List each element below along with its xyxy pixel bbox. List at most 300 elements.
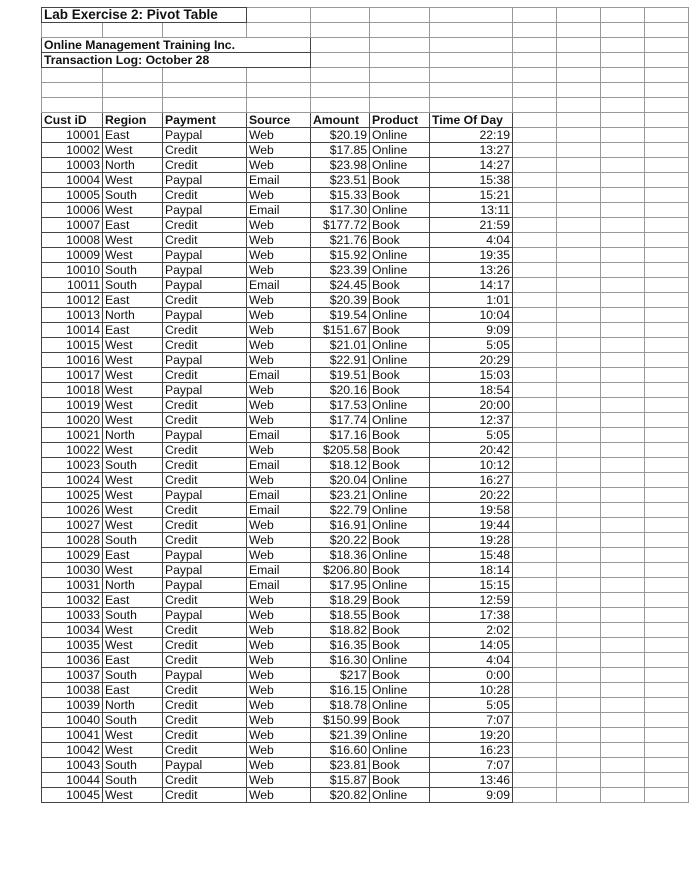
- cell-region[interactable]: North: [103, 158, 163, 173]
- cell-product[interactable]: Online: [370, 203, 430, 218]
- cell-amount[interactable]: $16.15: [311, 683, 370, 698]
- cell-payment[interactable]: Paypal: [163, 173, 247, 188]
- cell-cust-id[interactable]: 10019: [42, 398, 103, 413]
- cell-time[interactable]: 14:27: [430, 158, 513, 173]
- cell-amount[interactable]: $18.36: [311, 548, 370, 563]
- cell-source[interactable]: Web: [247, 218, 311, 233]
- cell-source[interactable]: Web: [247, 668, 311, 683]
- cell-time[interactable]: 17:38: [430, 608, 513, 623]
- cell-amount[interactable]: $23.98: [311, 158, 370, 173]
- cell-region[interactable]: South: [103, 278, 163, 293]
- cell-time[interactable]: 13:46: [430, 773, 513, 788]
- cell-product[interactable]: Online: [370, 413, 430, 428]
- cell-product[interactable]: Online: [370, 263, 430, 278]
- cell-time[interactable]: 12:37: [430, 413, 513, 428]
- cell-source[interactable]: Web: [247, 158, 311, 173]
- cell-product[interactable]: Online: [370, 488, 430, 503]
- cell-region[interactable]: North: [103, 308, 163, 323]
- cell-payment[interactable]: Credit: [163, 533, 247, 548]
- cell-product[interactable]: Book: [370, 563, 430, 578]
- cell-region[interactable]: West: [103, 503, 163, 518]
- cell-time[interactable]: 10:04: [430, 308, 513, 323]
- cell-cust-id[interactable]: 10044: [42, 773, 103, 788]
- cell-payment[interactable]: Credit: [163, 518, 247, 533]
- cell-cust-id[interactable]: 10043: [42, 758, 103, 773]
- cell-amount[interactable]: $17.85: [311, 143, 370, 158]
- cell-source[interactable]: Web: [247, 623, 311, 638]
- cell-product[interactable]: Book: [370, 368, 430, 383]
- cell-cust-id[interactable]: 10014: [42, 323, 103, 338]
- cell-amount[interactable]: $20.39: [311, 293, 370, 308]
- cell-time[interactable]: 5:05: [430, 338, 513, 353]
- cell-cust-id[interactable]: 10045: [42, 788, 103, 803]
- cell-payment[interactable]: Credit: [163, 743, 247, 758]
- cell-payment[interactable]: Credit: [163, 293, 247, 308]
- cell-time[interactable]: 0:00: [430, 668, 513, 683]
- cell-product[interactable]: Book: [370, 713, 430, 728]
- cell-product[interactable]: Book: [370, 293, 430, 308]
- cell-amount[interactable]: $21.39: [311, 728, 370, 743]
- cell-product[interactable]: Online: [370, 683, 430, 698]
- cell-amount[interactable]: $20.04: [311, 473, 370, 488]
- cell-payment[interactable]: Paypal: [163, 548, 247, 563]
- cell-cust-id[interactable]: 10013: [42, 308, 103, 323]
- cell-source[interactable]: Web: [247, 128, 311, 143]
- cell-time[interactable]: 19:20: [430, 728, 513, 743]
- cell-amount[interactable]: $18.29: [311, 593, 370, 608]
- cell-source[interactable]: Web: [247, 308, 311, 323]
- cell-region[interactable]: South: [103, 758, 163, 773]
- cell-cust-id[interactable]: 10011: [42, 278, 103, 293]
- cell-amount[interactable]: $20.16: [311, 383, 370, 398]
- header-source[interactable]: Source: [247, 113, 311, 128]
- cell-cust-id[interactable]: 10042: [42, 743, 103, 758]
- cell-payment[interactable]: Paypal: [163, 578, 247, 593]
- cell-product[interactable]: Online: [370, 308, 430, 323]
- cell-product[interactable]: Online: [370, 743, 430, 758]
- cell-time[interactable]: 14:17: [430, 278, 513, 293]
- cell-region[interactable]: West: [103, 788, 163, 803]
- cell-product[interactable]: Online: [370, 353, 430, 368]
- cell-source[interactable]: Email: [247, 173, 311, 188]
- cell-product[interactable]: Online: [370, 548, 430, 563]
- cell-source[interactable]: Web: [247, 338, 311, 353]
- cell-source[interactable]: Email: [247, 428, 311, 443]
- cell-amount[interactable]: $22.91: [311, 353, 370, 368]
- cell-amount[interactable]: $24.45: [311, 278, 370, 293]
- cell-payment[interactable]: Credit: [163, 593, 247, 608]
- cell-region[interactable]: South: [103, 668, 163, 683]
- cell-source[interactable]: Email: [247, 503, 311, 518]
- cell-time[interactable]: 4:04: [430, 233, 513, 248]
- cell-amount[interactable]: $20.19: [311, 128, 370, 143]
- cell-region[interactable]: West: [103, 233, 163, 248]
- cell-amount[interactable]: $20.82: [311, 788, 370, 803]
- cell-cust-id[interactable]: 10021: [42, 428, 103, 443]
- cell-amount[interactable]: $21.76: [311, 233, 370, 248]
- header-cust-id[interactable]: Cust iD: [42, 113, 103, 128]
- cell-cust-id[interactable]: 10018: [42, 383, 103, 398]
- cell-time[interactable]: 13:27: [430, 143, 513, 158]
- cell-region[interactable]: West: [103, 638, 163, 653]
- cell-amount[interactable]: $16.30: [311, 653, 370, 668]
- cell-amount[interactable]: $17.16: [311, 428, 370, 443]
- cell-payment[interactable]: Credit: [163, 323, 247, 338]
- cell-product[interactable]: Online: [370, 143, 430, 158]
- header-amount[interactable]: Amount: [311, 113, 370, 128]
- cell-source[interactable]: Web: [247, 398, 311, 413]
- cell-amount[interactable]: $151.67: [311, 323, 370, 338]
- cell-amount[interactable]: $23.81: [311, 758, 370, 773]
- cell-source[interactable]: Web: [247, 248, 311, 263]
- cell-product[interactable]: Book: [370, 458, 430, 473]
- cell-source[interactable]: Email: [247, 203, 311, 218]
- cell-product[interactable]: Book: [370, 323, 430, 338]
- cell-time[interactable]: 7:07: [430, 713, 513, 728]
- cell-cust-id[interactable]: 10022: [42, 443, 103, 458]
- cell-time[interactable]: 2:02: [430, 623, 513, 638]
- cell-cust-id[interactable]: 10006: [42, 203, 103, 218]
- cell-product[interactable]: Online: [370, 518, 430, 533]
- cell-amount[interactable]: $23.51: [311, 173, 370, 188]
- cell-region[interactable]: West: [103, 623, 163, 638]
- cell-source[interactable]: Web: [247, 608, 311, 623]
- cell-source[interactable]: Web: [247, 293, 311, 308]
- cell-amount[interactable]: $17.53: [311, 398, 370, 413]
- cell-region[interactable]: East: [103, 323, 163, 338]
- cell-amount[interactable]: $18.55: [311, 608, 370, 623]
- header-region[interactable]: Region: [103, 113, 163, 128]
- cell-region[interactable]: West: [103, 338, 163, 353]
- cell-product[interactable]: Online: [370, 653, 430, 668]
- cell-region[interactable]: East: [103, 128, 163, 143]
- cell-amount[interactable]: $23.21: [311, 488, 370, 503]
- cell-payment[interactable]: Credit: [163, 788, 247, 803]
- cell-source[interactable]: Web: [247, 713, 311, 728]
- cell-region[interactable]: West: [103, 563, 163, 578]
- cell-payment[interactable]: Credit: [163, 368, 247, 383]
- cell-cust-id[interactable]: 10016: [42, 353, 103, 368]
- header-payment[interactable]: Payment: [163, 113, 247, 128]
- cell-cust-id[interactable]: 10002: [42, 143, 103, 158]
- cell-payment[interactable]: Paypal: [163, 428, 247, 443]
- cell-region[interactable]: East: [103, 593, 163, 608]
- cell-payment[interactable]: Credit: [163, 473, 247, 488]
- cell-amount[interactable]: $217: [311, 668, 370, 683]
- cell-payment[interactable]: Paypal: [163, 488, 247, 503]
- cell-payment[interactable]: Paypal: [163, 383, 247, 398]
- cell-product[interactable]: Book: [370, 593, 430, 608]
- cell-region[interactable]: South: [103, 188, 163, 203]
- cell-region[interactable]: West: [103, 383, 163, 398]
- cell-time[interactable]: 16:27: [430, 473, 513, 488]
- cell-product[interactable]: Online: [370, 158, 430, 173]
- cell-time[interactable]: 14:05: [430, 638, 513, 653]
- cell-payment[interactable]: Paypal: [163, 758, 247, 773]
- cell-region[interactable]: South: [103, 533, 163, 548]
- cell-cust-id[interactable]: 10039: [42, 698, 103, 713]
- sheet-title[interactable]: Lab Exercise 2: Pivot Table: [42, 8, 247, 23]
- cell-amount[interactable]: $16.35: [311, 638, 370, 653]
- cell-product[interactable]: Book: [370, 173, 430, 188]
- cell-amount[interactable]: $18.82: [311, 623, 370, 638]
- cell-time[interactable]: 18:54: [430, 383, 513, 398]
- cell-source[interactable]: Web: [247, 593, 311, 608]
- cell-product[interactable]: Book: [370, 233, 430, 248]
- cell-time[interactable]: 22:19: [430, 128, 513, 143]
- cell-payment[interactable]: Credit: [163, 638, 247, 653]
- cell-payment[interactable]: Paypal: [163, 248, 247, 263]
- cell-product[interactable]: Online: [370, 248, 430, 263]
- cell-source[interactable]: Web: [247, 533, 311, 548]
- cell-payment[interactable]: Credit: [163, 773, 247, 788]
- cell-product[interactable]: Online: [370, 788, 430, 803]
- cell-cust-id[interactable]: 10040: [42, 713, 103, 728]
- cell-payment[interactable]: Credit: [163, 458, 247, 473]
- cell-cust-id[interactable]: 10025: [42, 488, 103, 503]
- cell-region[interactable]: West: [103, 473, 163, 488]
- cell-product[interactable]: Book: [370, 533, 430, 548]
- cell-time[interactable]: 15:38: [430, 173, 513, 188]
- cell-region[interactable]: South: [103, 458, 163, 473]
- cell-cust-id[interactable]: 10036: [42, 653, 103, 668]
- cell-source[interactable]: Web: [247, 188, 311, 203]
- cell-product[interactable]: Book: [370, 218, 430, 233]
- cell-region[interactable]: West: [103, 353, 163, 368]
- cell-region[interactable]: South: [103, 263, 163, 278]
- cell-region[interactable]: South: [103, 608, 163, 623]
- cell-payment[interactable]: Paypal: [163, 308, 247, 323]
- cell-product[interactable]: Book: [370, 773, 430, 788]
- cell-source[interactable]: Web: [247, 518, 311, 533]
- cell-source[interactable]: Web: [247, 653, 311, 668]
- cell-source[interactable]: Web: [247, 383, 311, 398]
- cell-product[interactable]: Book: [370, 383, 430, 398]
- cell-source[interactable]: Web: [247, 758, 311, 773]
- cell-payment[interactable]: Paypal: [163, 263, 247, 278]
- cell-region[interactable]: West: [103, 443, 163, 458]
- cell-payment[interactable]: Credit: [163, 653, 247, 668]
- cell-cust-id[interactable]: 10005: [42, 188, 103, 203]
- cell-cust-id[interactable]: 10007: [42, 218, 103, 233]
- cell-source[interactable]: Web: [247, 353, 311, 368]
- cell-payment[interactable]: Credit: [163, 413, 247, 428]
- cell-source[interactable]: Web: [247, 788, 311, 803]
- cell-product[interactable]: Online: [370, 128, 430, 143]
- cell-cust-id[interactable]: 10038: [42, 683, 103, 698]
- cell-region[interactable]: East: [103, 218, 163, 233]
- cell-cust-id[interactable]: 10034: [42, 623, 103, 638]
- cell-region[interactable]: West: [103, 398, 163, 413]
- cell-payment[interactable]: Credit: [163, 623, 247, 638]
- cell-source[interactable]: Web: [247, 773, 311, 788]
- header-product[interactable]: Product: [370, 113, 430, 128]
- cell-cust-id[interactable]: 10012: [42, 293, 103, 308]
- cell-payment[interactable]: Credit: [163, 503, 247, 518]
- cell-product[interactable]: Online: [370, 503, 430, 518]
- cell-cust-id[interactable]: 10033: [42, 608, 103, 623]
- cell-source[interactable]: Web: [247, 698, 311, 713]
- cell-region[interactable]: East: [103, 293, 163, 308]
- cell-amount[interactable]: $15.92: [311, 248, 370, 263]
- cell-region[interactable]: West: [103, 248, 163, 263]
- cell-payment[interactable]: Credit: [163, 143, 247, 158]
- cell-region[interactable]: North: [103, 578, 163, 593]
- cell-source[interactable]: Web: [247, 638, 311, 653]
- cell-cust-id[interactable]: 10041: [42, 728, 103, 743]
- cell-payment[interactable]: Credit: [163, 683, 247, 698]
- cell-payment[interactable]: Paypal: [163, 668, 247, 683]
- cell-payment[interactable]: Credit: [163, 443, 247, 458]
- cell-source[interactable]: Web: [247, 683, 311, 698]
- cell-source[interactable]: Web: [247, 548, 311, 563]
- cell-region[interactable]: West: [103, 413, 163, 428]
- cell-cust-id[interactable]: 10003: [42, 158, 103, 173]
- cell-source[interactable]: Email: [247, 578, 311, 593]
- cell-payment[interactable]: Credit: [163, 398, 247, 413]
- cell-payment[interactable]: Credit: [163, 188, 247, 203]
- cell-cust-id[interactable]: 10010: [42, 263, 103, 278]
- cell-amount[interactable]: $16.60: [311, 743, 370, 758]
- cell-amount[interactable]: $20.22: [311, 533, 370, 548]
- cell-source[interactable]: Web: [247, 233, 311, 248]
- cell-cust-id[interactable]: 10023: [42, 458, 103, 473]
- cell-region[interactable]: East: [103, 548, 163, 563]
- cell-time[interactable]: 10:28: [430, 683, 513, 698]
- cell-region[interactable]: West: [103, 143, 163, 158]
- cell-source[interactable]: Email: [247, 488, 311, 503]
- cell-amount[interactable]: $150.99: [311, 713, 370, 728]
- cell-amount[interactable]: $17.74: [311, 413, 370, 428]
- cell-time[interactable]: 1:01: [430, 293, 513, 308]
- cell-cust-id[interactable]: 10009: [42, 248, 103, 263]
- cell-time[interactable]: 19:35: [430, 248, 513, 263]
- cell-product[interactable]: Online: [370, 578, 430, 593]
- cell-region[interactable]: West: [103, 728, 163, 743]
- cell-time[interactable]: 7:07: [430, 758, 513, 773]
- cell-product[interactable]: Book: [370, 443, 430, 458]
- cell-region[interactable]: South: [103, 773, 163, 788]
- cell-payment[interactable]: Paypal: [163, 353, 247, 368]
- cell-time[interactable]: 20:29: [430, 353, 513, 368]
- cell-payment[interactable]: Credit: [163, 158, 247, 173]
- cell-cust-id[interactable]: 10030: [42, 563, 103, 578]
- cell-amount[interactable]: $21.01: [311, 338, 370, 353]
- cell-source[interactable]: Web: [247, 143, 311, 158]
- cell-payment[interactable]: Credit: [163, 728, 247, 743]
- cell-cust-id[interactable]: 10017: [42, 368, 103, 383]
- cell-cust-id[interactable]: 10001: [42, 128, 103, 143]
- cell-product[interactable]: Book: [370, 638, 430, 653]
- cell-time[interactable]: 15:48: [430, 548, 513, 563]
- cell-product[interactable]: Online: [370, 473, 430, 488]
- cell-amount[interactable]: $206.80: [311, 563, 370, 578]
- cell-product[interactable]: Book: [370, 608, 430, 623]
- cell-cust-id[interactable]: 10031: [42, 578, 103, 593]
- cell-time[interactable]: 10:12: [430, 458, 513, 473]
- cell-cust-id[interactable]: 10026: [42, 503, 103, 518]
- cell-time[interactable]: 4:04: [430, 653, 513, 668]
- cell-region[interactable]: West: [103, 488, 163, 503]
- cell-product[interactable]: Book: [370, 428, 430, 443]
- cell-region[interactable]: East: [103, 653, 163, 668]
- cell-product[interactable]: Book: [370, 623, 430, 638]
- cell-product[interactable]: Online: [370, 728, 430, 743]
- cell-source[interactable]: Web: [247, 443, 311, 458]
- cell-time[interactable]: 19:58: [430, 503, 513, 518]
- cell-payment[interactable]: Credit: [163, 338, 247, 353]
- cell-source[interactable]: Email: [247, 368, 311, 383]
- cell-payment[interactable]: Paypal: [163, 128, 247, 143]
- cell-cust-id[interactable]: 10037: [42, 668, 103, 683]
- cell-time[interactable]: 20:00: [430, 398, 513, 413]
- cell-cust-id[interactable]: 10029: [42, 548, 103, 563]
- cell-amount[interactable]: $15.87: [311, 773, 370, 788]
- cell-time[interactable]: 15:21: [430, 188, 513, 203]
- cell-cust-id[interactable]: 10027: [42, 518, 103, 533]
- cell-amount[interactable]: $19.51: [311, 368, 370, 383]
- log-title[interactable]: Transaction Log: October 28: [42, 53, 311, 68]
- cell-cust-id[interactable]: 10024: [42, 473, 103, 488]
- cell-region[interactable]: West: [103, 173, 163, 188]
- cell-product[interactable]: Book: [370, 758, 430, 773]
- header-time-of-day[interactable]: Time Of Day: [430, 113, 513, 128]
- cell-payment[interactable]: Paypal: [163, 203, 247, 218]
- cell-time[interactable]: 16:23: [430, 743, 513, 758]
- cell-product[interactable]: Book: [370, 278, 430, 293]
- cell-source[interactable]: Web: [247, 473, 311, 488]
- cell-time[interactable]: 5:05: [430, 698, 513, 713]
- cell-region[interactable]: East: [103, 683, 163, 698]
- cell-payment[interactable]: Credit: [163, 698, 247, 713]
- company-name[interactable]: Online Management Training Inc.: [42, 38, 311, 53]
- cell-cust-id[interactable]: 10008: [42, 233, 103, 248]
- cell-time[interactable]: 5:05: [430, 428, 513, 443]
- cell-product[interactable]: Online: [370, 398, 430, 413]
- cell-time[interactable]: 13:11: [430, 203, 513, 218]
- cell-time[interactable]: 9:09: [430, 788, 513, 803]
- cell-cust-id[interactable]: 10004: [42, 173, 103, 188]
- cell-time[interactable]: 18:14: [430, 563, 513, 578]
- cell-time[interactable]: 20:42: [430, 443, 513, 458]
- cell-region[interactable]: West: [103, 743, 163, 758]
- cell-product[interactable]: Book: [370, 188, 430, 203]
- cell-amount[interactable]: $17.30: [311, 203, 370, 218]
- cell-product[interactable]: Online: [370, 338, 430, 353]
- cell-amount[interactable]: $16.91: [311, 518, 370, 533]
- cell-time[interactable]: 19:44: [430, 518, 513, 533]
- cell-amount[interactable]: $22.79: [311, 503, 370, 518]
- cell-time[interactable]: 9:09: [430, 323, 513, 338]
- cell-product[interactable]: Book: [370, 668, 430, 683]
- cell-amount[interactable]: $18.78: [311, 698, 370, 713]
- cell-region[interactable]: West: [103, 203, 163, 218]
- cell-payment[interactable]: Paypal: [163, 278, 247, 293]
- cell-source[interactable]: Web: [247, 413, 311, 428]
- cell-region[interactable]: West: [103, 368, 163, 383]
- cell-cust-id[interactable]: 10032: [42, 593, 103, 608]
- cell-time[interactable]: 13:26: [430, 263, 513, 278]
- cell-region[interactable]: North: [103, 428, 163, 443]
- cell-payment[interactable]: Credit: [163, 233, 247, 248]
- cell-source[interactable]: Email: [247, 458, 311, 473]
- cell-region[interactable]: South: [103, 713, 163, 728]
- cell-time[interactable]: 12:59: [430, 593, 513, 608]
- cell-source[interactable]: Web: [247, 323, 311, 338]
- cell-payment[interactable]: Paypal: [163, 563, 247, 578]
- cell-cust-id[interactable]: 10028: [42, 533, 103, 548]
- cell-time[interactable]: 21:59: [430, 218, 513, 233]
